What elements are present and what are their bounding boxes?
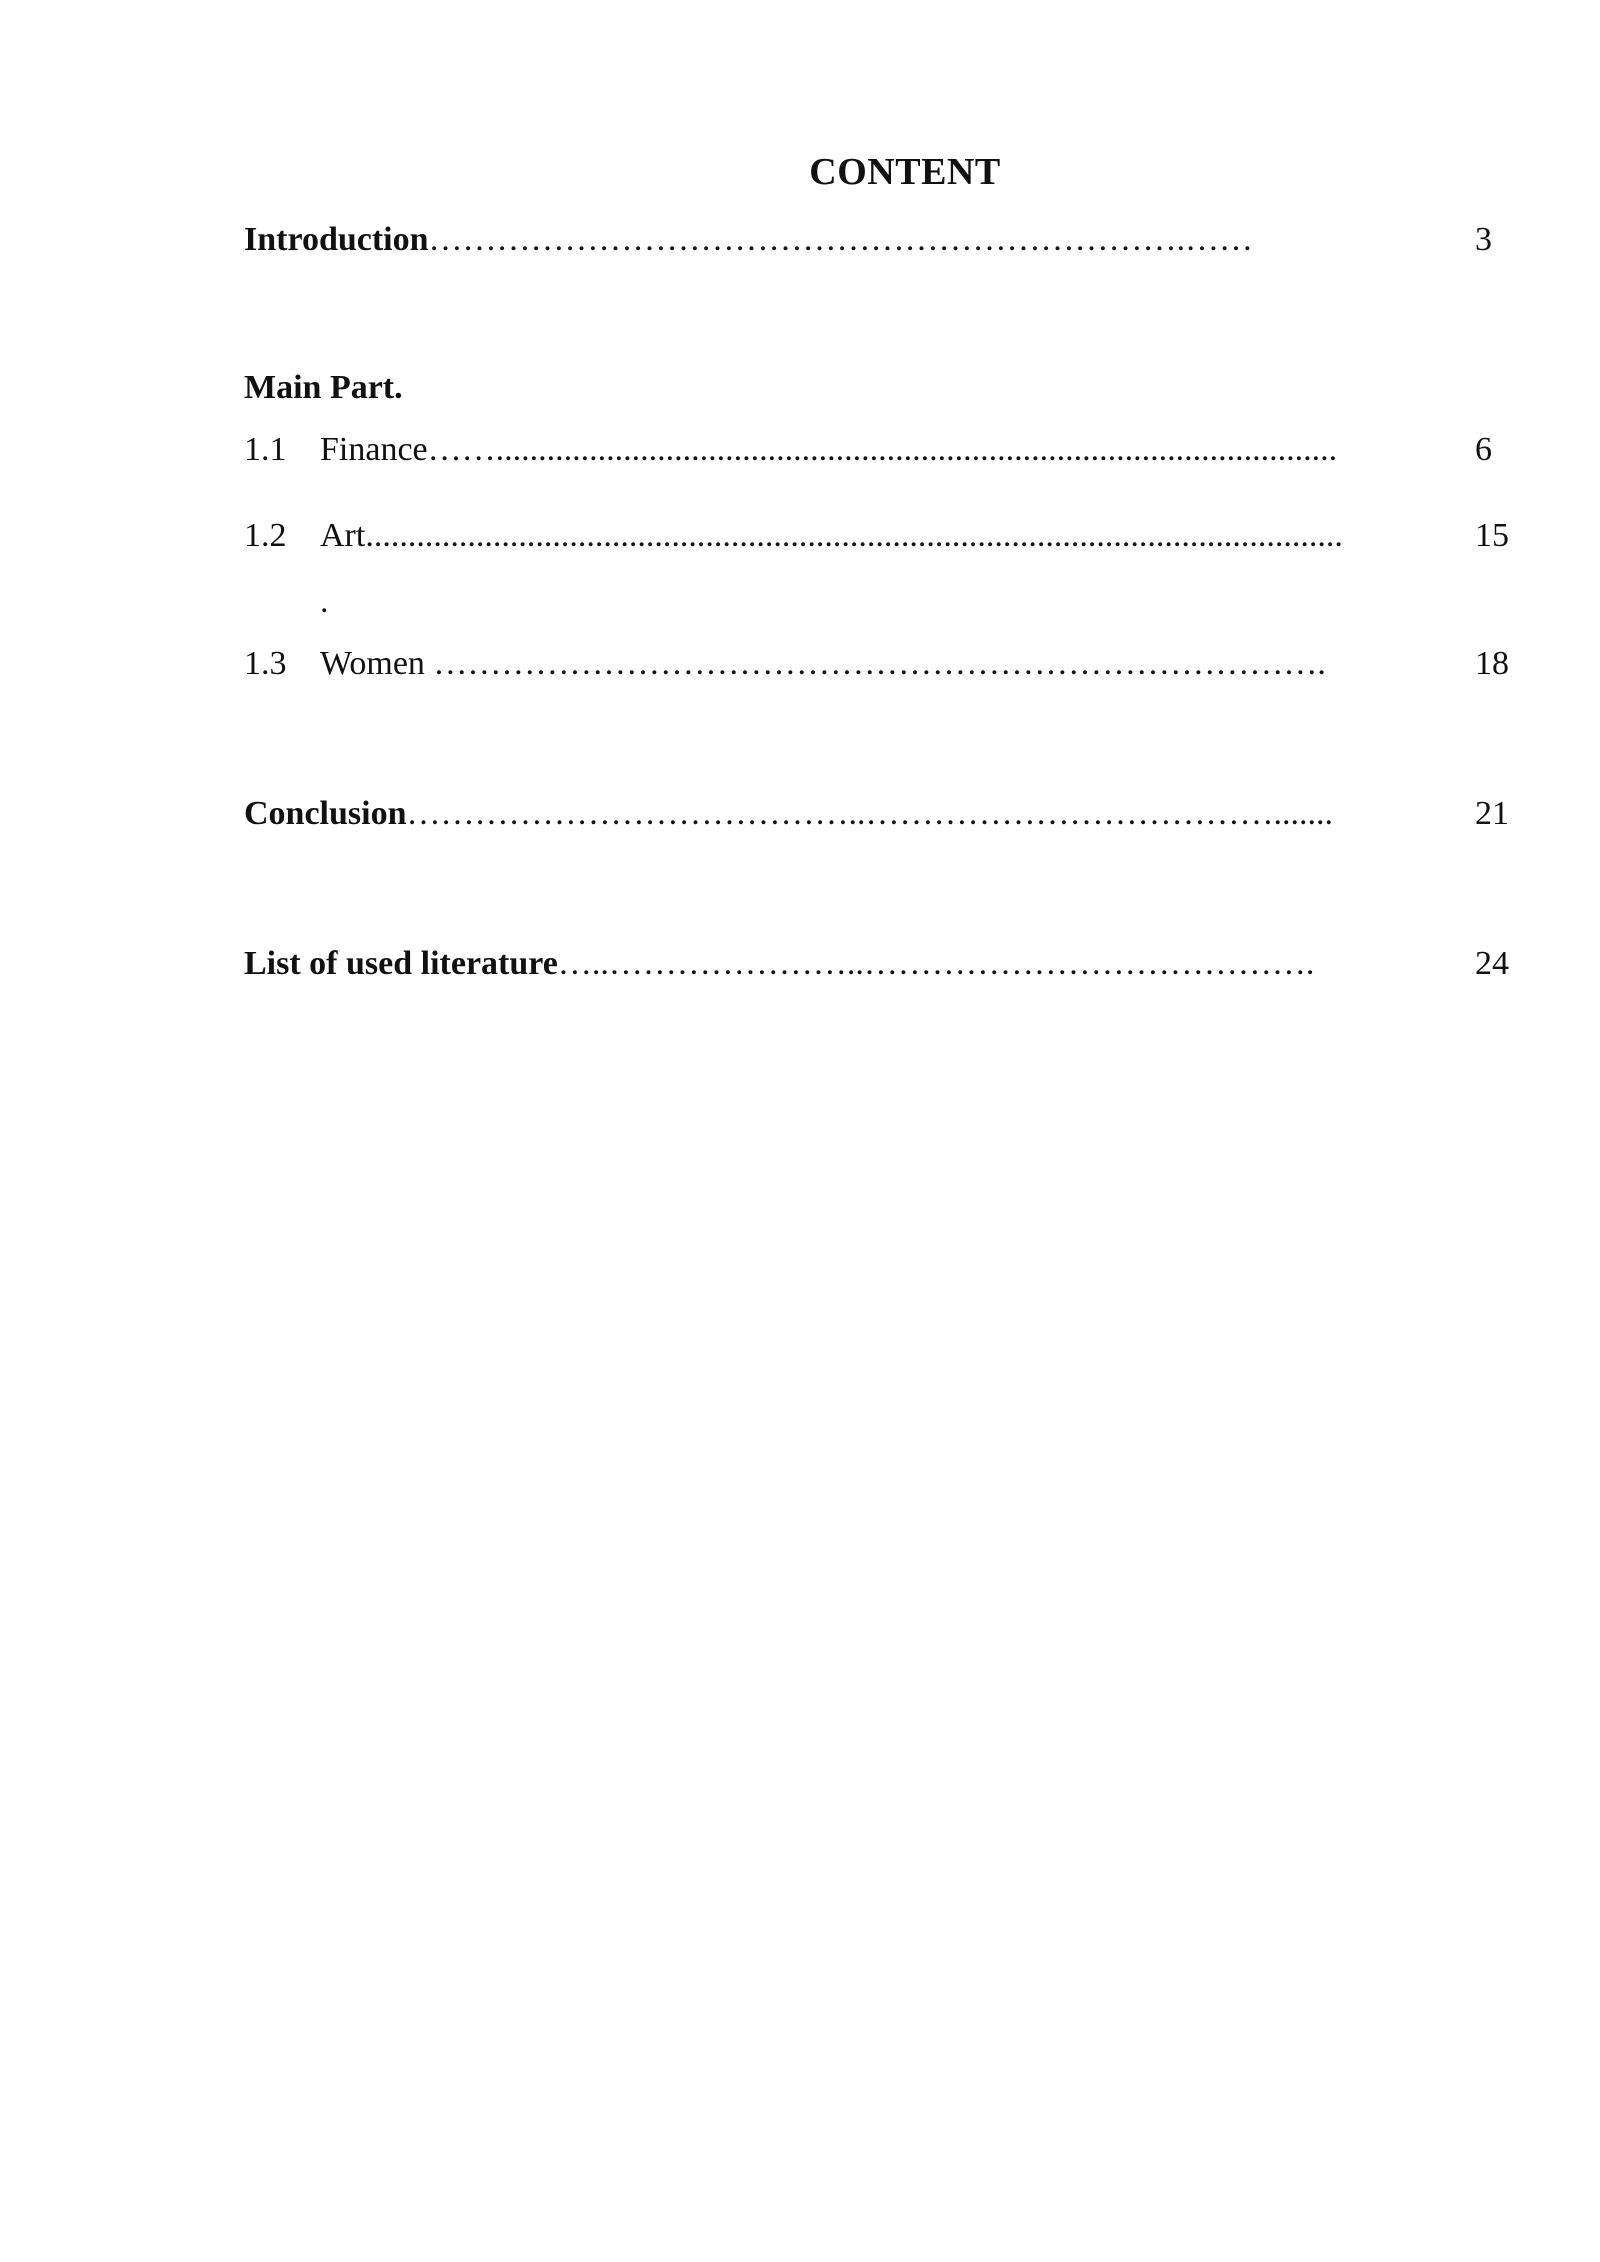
- toc-entry-label: Conclusion: [244, 795, 407, 832]
- toc-section-heading: Main Part.: [244, 369, 403, 406]
- toc-entry-number: 1.1: [244, 431, 287, 468]
- toc-entry-label: Art: [320, 517, 366, 554]
- toc-entry-label: Women: [320, 645, 425, 682]
- toc-leader-dots: …………………………………..……………………………….......: [406, 795, 1333, 832]
- toc-page-number: 15: [1475, 517, 1509, 554]
- toc-page-number: 21: [1475, 795, 1509, 832]
- toc-leader-dots: …..…………………..………………………………….: [557, 945, 1315, 982]
- toc-entry-label: Introduction: [244, 221, 429, 258]
- toc-leader-dots: ……...................................................................................................: [427, 431, 1338, 468]
- toc-entry-number: 1.2: [244, 517, 287, 554]
- toc-leader-dots: ………………………………………………………….……: [428, 221, 1254, 258]
- toc-leader-dots: …………………………………………………………………….: [424, 645, 1326, 682]
- page-title: CONTENT: [809, 151, 1001, 193]
- toc-page-number: 24: [1475, 945, 1509, 982]
- toc-page-number: 18: [1475, 645, 1509, 682]
- toc-page-number: 3: [1475, 221, 1492, 258]
- stray-dot: .: [320, 583, 329, 620]
- toc-entry-label: Finance: [320, 431, 428, 468]
- toc-entry-label: List of used literature: [244, 945, 558, 982]
- toc-entry-number: 1.3: [244, 645, 287, 682]
- toc-page-number: 6: [1475, 431, 1492, 468]
- toc-leader-dots: ...................................................................................................................: [365, 517, 1343, 554]
